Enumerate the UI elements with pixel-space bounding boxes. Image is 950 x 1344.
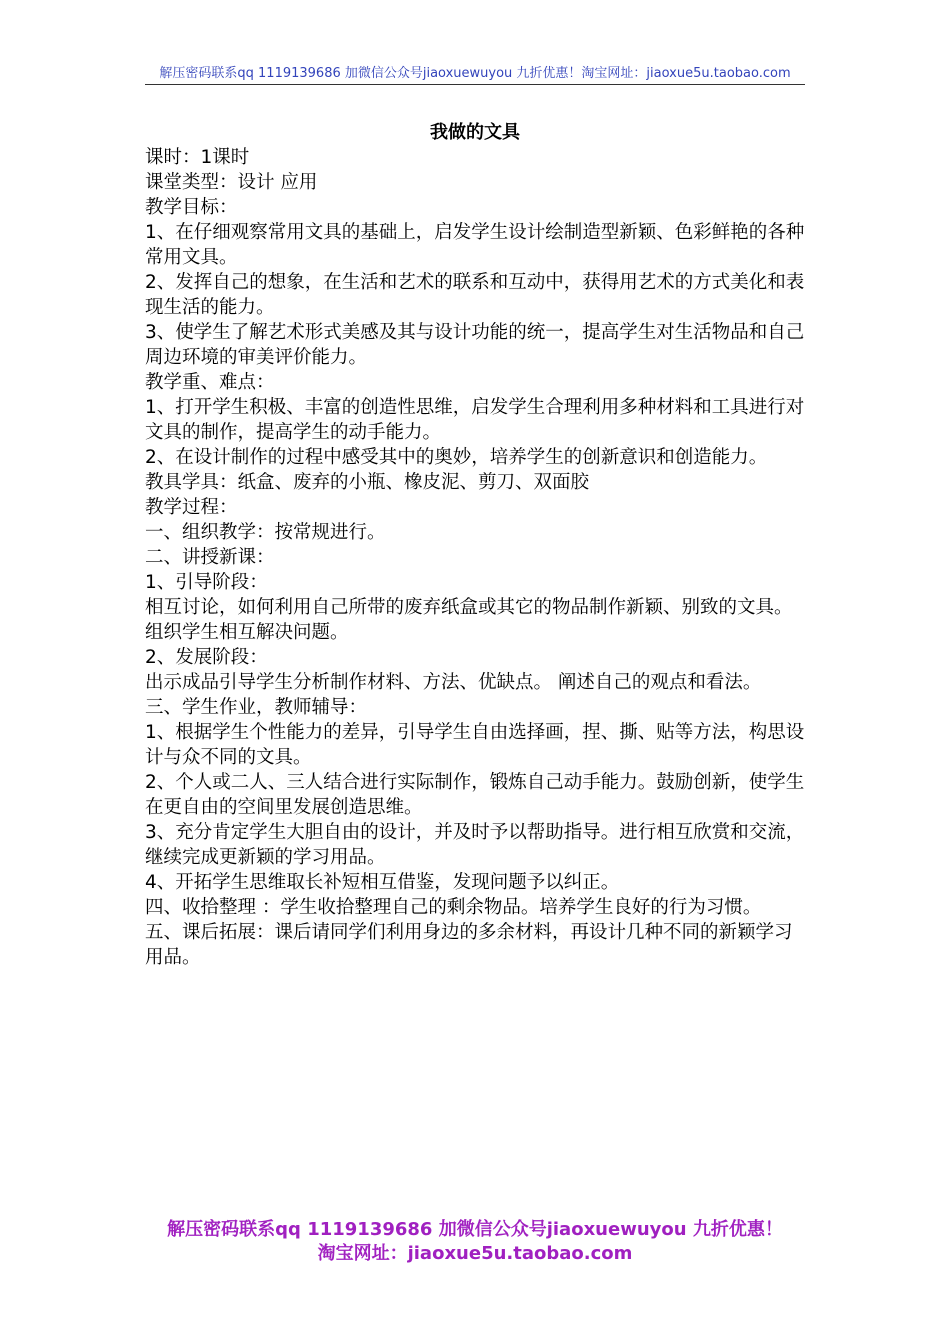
paragraph: 课时：1课时: [145, 147, 250, 168]
footer-line-1: 解压密码联系qq 1119139686 加微信公众号jiaoxuewuyou 九折优惠！: [167, 1219, 783, 1240]
paragraph: 3、充分肯定学生大胆自由的设计，并及时予以帮助指导。进行相互欣赏和交流，继续完成更新颖的学习用品。: [145, 822, 805, 868]
footer-line-2: 淘宝网址：jiaoxue5u.taobao.com: [317, 1243, 633, 1264]
paragraph: 教学过程：: [145, 497, 238, 518]
page-header-text: 解压密码联系qq 1119139686 加微信公众号jiaoxuewuyou 九折优惠！淘宝网址：jiaoxue5u.taobao.com: [159, 66, 791, 81]
document-title: 我做的文具: [430, 122, 520, 143]
paragraph: 2、发展阶段：: [145, 647, 268, 668]
paragraph: 3、使学生了解艺术形式美感及其与设计功能的统一，提高学生对生活物品和自己周边环境的审美评价能力。: [145, 322, 805, 368]
paragraph: 相互讨论，如何利用自己所带的废弃纸盒或其它的物品制作新颖、别致的文具。组织学生相互解决问题。: [145, 597, 793, 643]
paragraph: 五、课后拓展：课后请同学们利用身边的多余材料，再设计几种不同的新颖学习用品。: [145, 922, 793, 968]
paragraph: 教具学具：纸盒、废弃的小瓶、橡皮泥、剪刀、双面胶: [145, 472, 590, 493]
paragraph: 教学重、难点：: [145, 372, 275, 393]
paragraph: 1、根据学生个性能力的差异，引导学生自由选择画，捏、撕、贴等方法，构思设计与众不同的文具。: [145, 722, 805, 768]
paragraph: 课堂类型：设计 应用: [145, 172, 318, 193]
paragraph: 4、开拓学生思维取长补短相互借鉴，发现问题予以纠正。: [145, 872, 620, 893]
paragraph: 教学目标：: [145, 197, 238, 218]
paragraph: 2、发挥自己的想象，在生活和艺术的联系和互动中，获得用艺术的方式美化和表现生活的能力。: [145, 272, 805, 318]
paragraph: 1、引导阶段：: [145, 572, 268, 593]
paragraph: 四、收拾整理 ：学生收拾整理自己的剩余物品。培养学生良好的行为习惯。: [145, 897, 762, 918]
paragraph: 一、组织教学：按常规进行。: [145, 522, 386, 543]
paragraph: 2、个人或二人、三人结合进行实际制作，锻炼自己动手能力。鼓励创新，使学生在更自由的空间里发展创造思维。: [145, 772, 805, 818]
page-footer: [120, 1218, 830, 1266]
paragraph: 出示成品引导学生分析制作材料、方法、优缺点。 阐述自己的观点和看法。: [145, 672, 762, 693]
paragraph: 二、讲授新课：: [145, 547, 275, 568]
header-divider: [145, 84, 805, 85]
paragraph: 三、学生作业，教师辅导：: [145, 697, 368, 718]
paragraph: 1、打开学生积极、丰富的创造性思维，启发学生合理利用多种材料和工具进行对文具的制作，提高学生的动手能力。: [145, 397, 805, 443]
paragraph: 2、在设计制作的过程中感受其中的奥妙，培养学生的创新意识和创造能力。: [145, 447, 768, 468]
paragraph: 1、在仔细观察常用文具的基础上，启发学生设计绘制造型新颖、色彩鲜艳的各种常用文具。: [145, 222, 805, 268]
document-body: [145, 145, 807, 970]
